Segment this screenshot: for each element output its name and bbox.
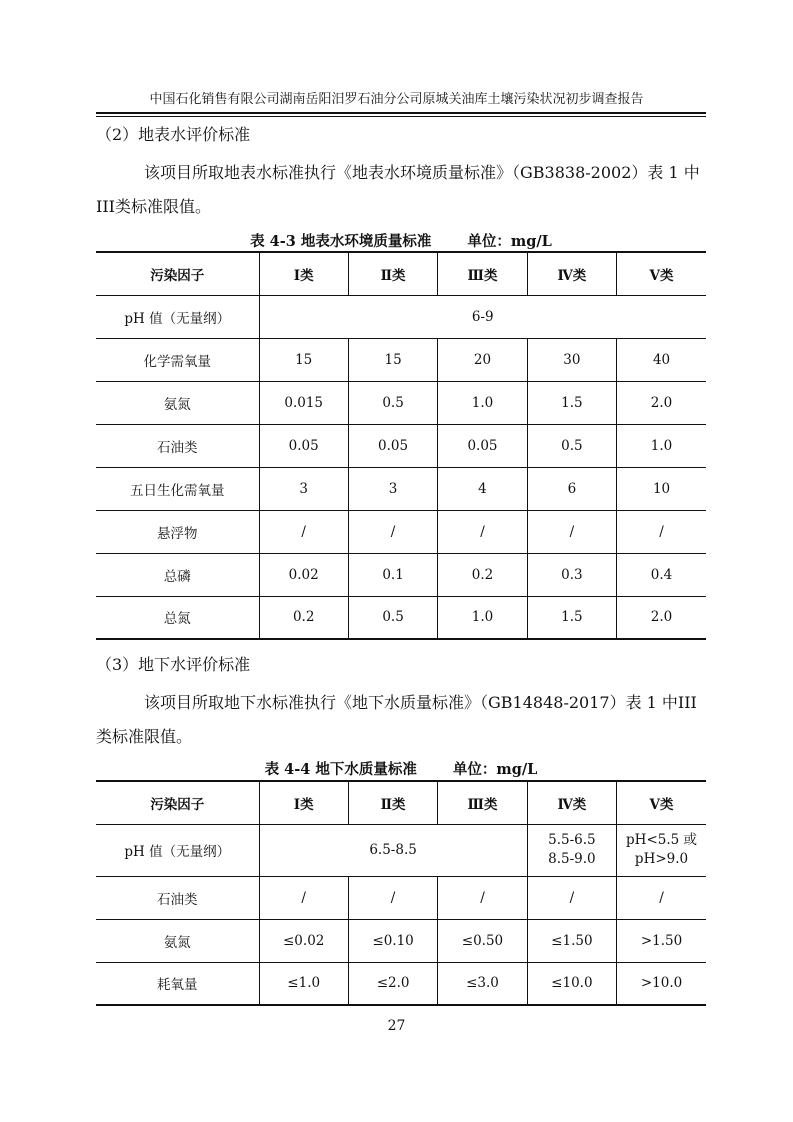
value-cell: /	[348, 510, 437, 553]
value-cell: 1.0	[438, 596, 527, 639]
header-cell: 污染因子	[150, 796, 205, 813]
value-cell: /	[527, 876, 616, 919]
header-cell: Ⅱ类	[348, 252, 437, 295]
groundwater-paragraph: 该项目所取地下水标准执行《地下水质量标准》（GB14848-2017）表 1 中III类标准限值。	[96, 693, 697, 746]
value-cell: /	[348, 876, 437, 919]
value-cell: 0.3	[527, 553, 616, 596]
value-cell: 3	[348, 467, 437, 510]
value-cell: 2.0	[617, 381, 706, 424]
row-label: 总氮	[96, 596, 259, 639]
value-cell: 6	[527, 467, 616, 510]
value-cell: /	[438, 510, 527, 553]
header-rule	[96, 112, 706, 114]
table-row	[96, 381, 706, 424]
value-cell: 0.015	[259, 381, 348, 424]
surface-water-standard-table	[96, 251, 706, 640]
row-label: 总磷	[96, 553, 259, 596]
header-cell: Ⅰ类	[259, 252, 348, 295]
value-cell: ≤10.0	[527, 962, 616, 1005]
row-label: 悬浮物	[96, 510, 259, 553]
value-cell: 0.02	[259, 553, 348, 596]
section-heading-groundwater: （3）地下水评价标准	[96, 655, 251, 674]
ph-v-cell	[617, 824, 706, 876]
row-label: 五日生化需氧量	[96, 467, 259, 510]
value-cell: 0.2	[438, 553, 527, 596]
value-cell: ≤3.0	[438, 962, 527, 1005]
value-cell: ≤1.50	[527, 919, 616, 962]
row-label: 石油类	[96, 876, 259, 919]
value-cell: 1.5	[527, 381, 616, 424]
value-cell: 30	[527, 338, 616, 381]
value-cell: /	[617, 510, 706, 553]
table-row	[96, 876, 706, 919]
table-row	[96, 962, 706, 1005]
section-heading-surface-water: （2）地表水评价标准	[96, 125, 251, 144]
value-cell: /	[617, 876, 706, 919]
value-cell: 0.5	[527, 424, 616, 467]
value-cell: 0.2	[259, 596, 348, 639]
row-label: 耗氧量	[96, 962, 259, 1005]
header-cell: Ⅴ类	[617, 781, 706, 824]
value-cell: >10.0	[617, 962, 706, 1005]
ph-v-line: pH<5.5 或	[626, 832, 698, 848]
value-cell: 3	[259, 467, 348, 510]
table-4-4-caption	[96, 758, 706, 779]
header-rule-thin	[96, 116, 706, 117]
groundwater-standard-table	[96, 780, 706, 1006]
value-cell: 0.05	[259, 424, 348, 467]
table-row	[96, 295, 706, 338]
report-header: 中国石化销售有限公司湖南岳阳汨罗石油分公司原城关油库土壤污染状况初步调查报告	[149, 92, 644, 107]
value-cell: /	[259, 876, 348, 919]
header-cell: Ⅳ类	[527, 252, 616, 295]
ph-v-line: pH>9.0	[634, 851, 689, 867]
value-cell: 1.0	[438, 381, 527, 424]
value-cell: ≤0.50	[438, 919, 527, 962]
header-cell: Ⅴ类	[617, 252, 706, 295]
value-cell: ≤2.0	[348, 962, 437, 1005]
table-row	[96, 553, 706, 596]
table-header-row	[96, 781, 706, 824]
value-cell: 15	[348, 338, 437, 381]
value-cell: 1.5	[527, 596, 616, 639]
header-cell: Ⅱ类	[348, 781, 437, 824]
header-cell: 污染因子	[150, 267, 205, 284]
value-cell: 0.1	[348, 553, 437, 596]
header-cell: Ⅳ类	[527, 781, 616, 824]
table-row	[96, 467, 706, 510]
value-cell: 0.4	[617, 553, 706, 596]
row-label: pH 值（无量纲）	[96, 824, 259, 876]
table-caption-title: 表 4-4 地下水质量标准	[264, 761, 417, 778]
value-cell: 0.05	[438, 424, 527, 467]
value-cell: 1.0	[617, 424, 706, 467]
value-cell: /	[527, 510, 616, 553]
table-row	[96, 338, 706, 381]
table-header-row	[96, 252, 706, 295]
header-cell: Ⅲ类	[438, 252, 527, 295]
row-label: 氨氮	[96, 919, 259, 962]
ph-iv-cell	[527, 824, 616, 876]
table-unit: 单位：mg/L	[467, 233, 552, 250]
value-cell: /	[438, 876, 527, 919]
value-cell: 20	[438, 338, 527, 381]
value-cell: >1.50	[617, 919, 706, 962]
value-cell: ≤1.0	[259, 962, 348, 1005]
row-label: 化学需氧量	[96, 338, 259, 381]
table-row	[96, 424, 706, 467]
table-caption-title: 表 4-3 地表水环境质量标准	[250, 233, 432, 250]
value-cell: 0.5	[348, 381, 437, 424]
value-cell: 0.5	[348, 596, 437, 639]
table-row	[96, 596, 706, 639]
value-cell: /	[259, 510, 348, 553]
row-label: 石油类	[96, 424, 259, 467]
header-cell: Ⅰ类	[259, 781, 348, 824]
value-cell: 40	[617, 338, 706, 381]
table-row	[96, 824, 706, 876]
value-cell: 4	[438, 467, 527, 510]
table-unit: 单位：mg/L	[452, 761, 538, 778]
header-cell: Ⅲ类	[438, 781, 527, 824]
surface-water-paragraph: 该项目所取地表水标准执行《地表水环境质量标准》（GB3838-2002）表 1 中III类标准限值。	[96, 163, 700, 216]
value-cell: 15	[259, 338, 348, 381]
table-4-3-caption	[96, 230, 706, 251]
table-row	[96, 510, 706, 553]
table-row	[96, 919, 706, 962]
row-label: 氨氮	[96, 381, 259, 424]
row-label: pH 值（无量纲）	[96, 295, 259, 338]
page-number: 27	[387, 1018, 406, 1034]
ph-iv-line: 8.5-9.0	[548, 851, 596, 867]
value-cell: 10	[617, 467, 706, 510]
value-cell: ≤0.10	[348, 919, 437, 962]
ph-value-cell: 6-9	[259, 295, 706, 338]
value-cell: ≤0.02	[259, 919, 348, 962]
ph-value-cell: 6.5-8.5	[259, 824, 527, 876]
ph-iv-line: 5.5-6.5	[548, 832, 596, 848]
value-cell: 0.05	[348, 424, 437, 467]
value-cell: 2.0	[617, 596, 706, 639]
